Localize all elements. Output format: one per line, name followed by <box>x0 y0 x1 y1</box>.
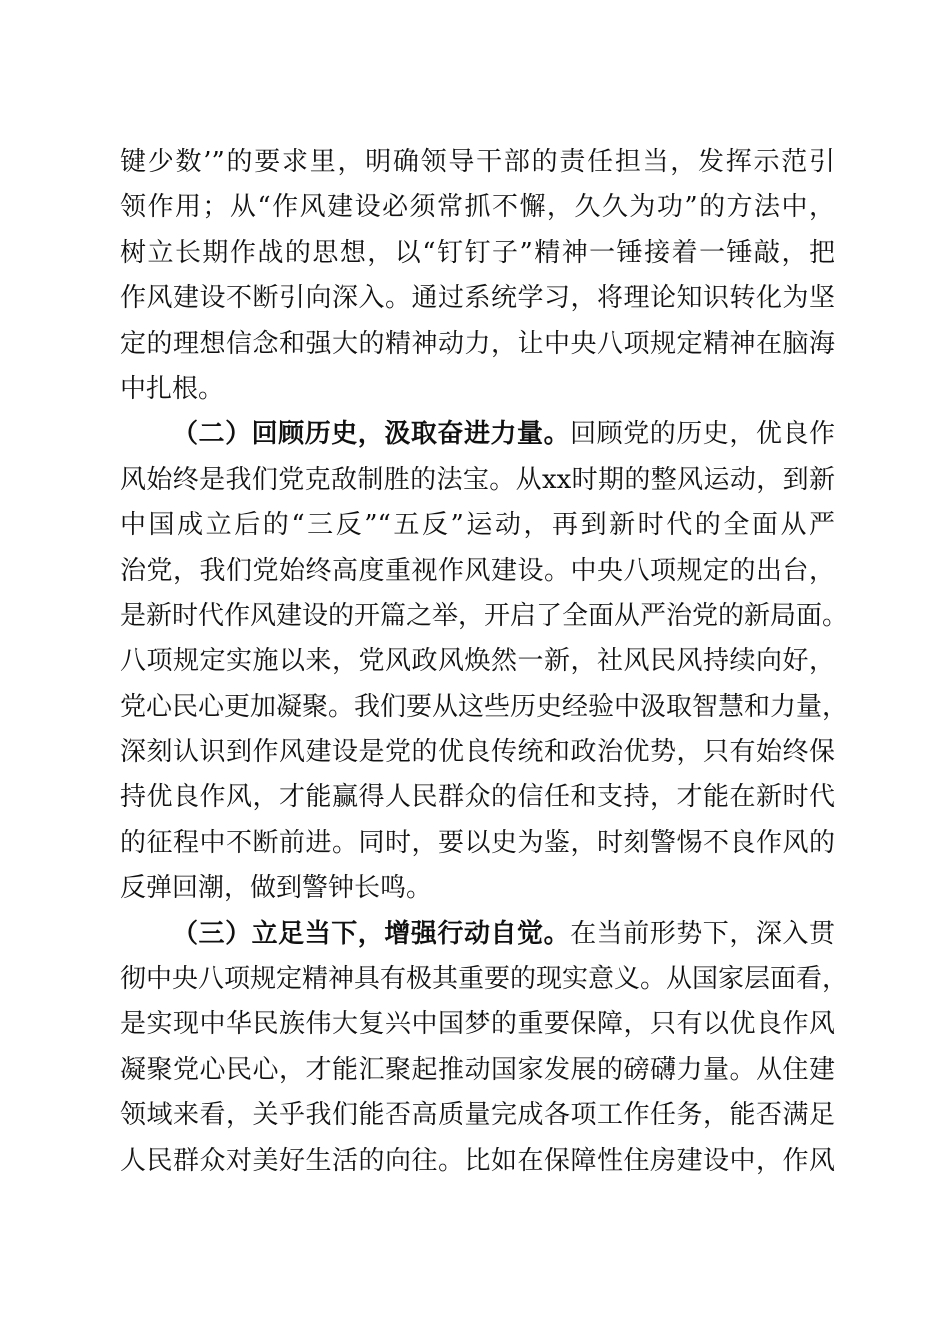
text-line: 人民群众对美好生活的向往。比如在保障性住房建设中，作风 <box>120 1145 835 1176</box>
paragraph-first-line <box>120 912 835 957</box>
text-line: 是新时代作风建设的开篇之举，开启了全面从严治党的新局面。 <box>120 600 849 631</box>
heading-continuation: 回顾党的历史，优良作 <box>570 419 835 450</box>
paragraph-3 <box>120 912 849 1184</box>
text-line: 键少数’”的要求里，明确领导干部的责任担当，发挥示范引 <box>120 147 835 177</box>
paragraph-2 <box>120 412 849 911</box>
text-line: 作风建设不断引向深入。通过系统学习，将理论知识转化为坚 <box>120 283 835 314</box>
text-line: 反弹回潮，做到警钟长鸣。 <box>120 873 433 904</box>
text-line: 八项规定实施以来，党风政风焕然一新，社风民风持续向好， <box>120 646 835 677</box>
paragraph-first-line <box>120 412 835 457</box>
section-heading: （三）立足当下，增强行动自觉。 <box>172 918 571 949</box>
text-line: 彻中央八项规定精神具有极其重要的现实意义。从国家层面看， <box>120 964 849 995</box>
text-line: 党心民心更加凝聚。我们要从这些历史经验中汲取智慧和力量， <box>120 691 849 722</box>
text-line: 领作用；从“作风建设必须常抓不懈，久久为功”的方法中， <box>120 192 835 223</box>
text-line: 领域来看，关乎我们能否高质量完成各项工作任务，能否满足 <box>120 1100 835 1131</box>
text-line: 持优良作风，才能赢得人民群众的信任和支持，才能在新时代 <box>120 782 835 813</box>
document-body <box>120 140 849 1184</box>
text-line: 定的理想信念和强大的精神动力，让中央八项规定精神在脑海 <box>120 328 835 359</box>
text-line: 树立长期作战的思想，以“钉钉子”精神一锤接着一锤敲，把 <box>120 237 835 268</box>
text-line: 中扎根。 <box>120 373 225 404</box>
text-line: 风始终是我们党克敌制胜的法宝。从xx时期的整风运动，到新 <box>120 464 835 495</box>
text-line: 深刻认识到作风建设是党的优良传统和政治优势，只有始终保 <box>120 737 835 768</box>
heading-continuation: 在当前形势下，深入贯 <box>570 918 835 949</box>
text-line: 的征程中不断前进。同时，要以史为鉴，时刻警惕不良作风的 <box>120 827 835 858</box>
section-heading: （二）回顾历史，汲取奋进力量。 <box>172 419 571 450</box>
text-line: 治党，我们党始终高度重视作风建设。中央八项规定的出台， <box>120 555 835 586</box>
text-line: 中国成立后的“三反”“五反”运动，再到新时代的全面从严 <box>120 510 835 541</box>
text-line: 是实现中华民族伟大复兴中国梦的重要保障，只有以优良作风 <box>120 1009 835 1040</box>
paragraph-1 <box>120 140 835 412</box>
text-line: 凝聚党心民心，才能汇聚起推动国家发展的磅礴力量。从住建 <box>120 1054 835 1085</box>
